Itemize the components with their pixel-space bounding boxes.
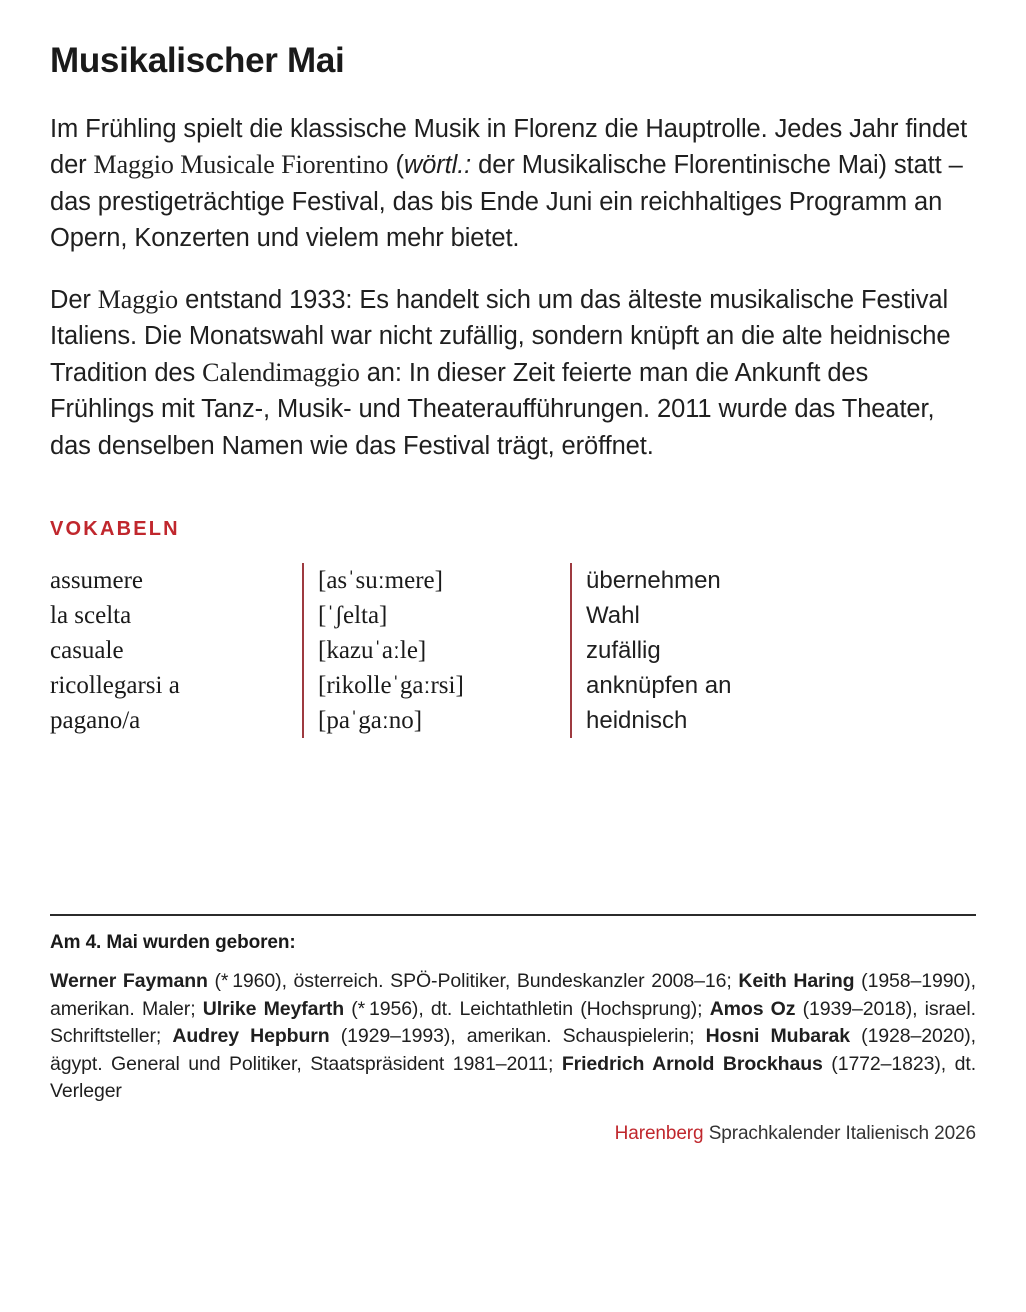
vocab-italian: ricollegarsi a xyxy=(50,672,180,699)
vocab-german: Wahl xyxy=(571,598,810,633)
birthday-person-detail: (1928–2020), ägypt. General und Politiker, Staatspräsident 1981–2011; xyxy=(50,1025,976,1075)
vocab-italian: casuale xyxy=(50,637,124,664)
vocab-german: heidnisch xyxy=(571,703,810,738)
paragraph-text-segment: entstand 1933: Es handelt sich um das älteste musikalische Festival Italiens. Die Monatswahl war nicht zufällig, sondern knüpft an die alte heidnische Tradition des xyxy=(50,285,951,387)
vocab-pronunciation: [rikolleˈgaːrsi] xyxy=(303,668,571,703)
italian-term-maggio-musicale-fiorentino: Maggio Musicale Fiorentino xyxy=(93,150,389,179)
vocab-pronunciation: [kazuˈaːle] xyxy=(303,633,571,668)
birthday-person-name: Audrey Hepburn xyxy=(172,1025,330,1047)
vocabulary-heading: VOKABELN xyxy=(50,518,180,540)
table-row xyxy=(50,563,810,598)
vocabulary-table-body xyxy=(50,563,810,738)
birthdays-heading: Am 4. Mai wurden geboren: xyxy=(50,932,296,953)
vocab-german: übernehmen xyxy=(571,563,810,598)
table-row xyxy=(50,633,810,668)
italian-term-maggio: Maggio xyxy=(97,284,179,314)
paragraph-text-segment: an: In dieser Zeit feierte man die Ankunft des Frühlings mit Tanz-, Musik- und Theateraufführungen. 2011 wurde das Theater, das denselben Namen wie das Festival trägt, eröffnet. xyxy=(50,358,935,460)
birthday-person-detail: (1772–1823), dt. Verleger xyxy=(50,1052,977,1102)
table-row xyxy=(50,703,810,738)
vocab-german: anknüpfen an xyxy=(571,668,810,703)
paragraph-text-segment: Der xyxy=(50,285,98,314)
paragraph-text-segment: Im Frühling spielt die klassische Musik in Florenz die Hauptrolle. Jedes Jahr findet der xyxy=(50,114,968,179)
vocab-pronunciation: [paˈgaːno] xyxy=(303,703,571,738)
page-title: Musikalischer Mai xyxy=(50,41,345,80)
birthday-person-name: Friedrich Arnold Brockhaus xyxy=(561,1052,823,1075)
vocab-pronunciation: [asˈsuːmere] xyxy=(303,563,571,598)
intro-paragraph xyxy=(50,111,976,257)
birthday-person-name: Keith Haring xyxy=(738,970,855,992)
footer-imprint xyxy=(615,1123,976,1145)
publication-title: Sprachkalender Italienisch 2026 xyxy=(703,1123,976,1144)
birthday-person-name: Ulrike Meyfarth xyxy=(202,997,345,1020)
birthdays-section xyxy=(50,914,976,1106)
paragraph-text-segment: ( xyxy=(388,151,404,179)
publisher-brand: Harenberg xyxy=(614,1123,704,1144)
vocab-italian: la scelta xyxy=(50,602,132,629)
birthday-person-detail: (1929–1993), amerikan. Schauspielerin; xyxy=(329,1025,706,1047)
italian-term-calendimaggio: Calendimaggio xyxy=(202,357,360,387)
vocab-italian: pagano/a xyxy=(50,707,141,734)
birthday-person-name: Hosni Mubarak xyxy=(705,1025,850,1047)
vocab-pronunciation: [ˈʃelta] xyxy=(303,598,571,633)
birthdays-list xyxy=(50,954,976,1106)
vocab-german: zufällig xyxy=(571,633,810,668)
table-row xyxy=(50,598,810,633)
history-paragraph xyxy=(50,282,976,465)
vocabulary-table xyxy=(50,563,810,738)
paragraph-text-segment: der Musikalische Florentinische Mai) statt – das prestigeträchtige Festival, das bis Ende Juni ein reichhaltiges Programm an Opern, Konzerten und vielem mehr bietet. xyxy=(50,151,963,252)
birthday-person-detail: (1958–1990), amerikan. Maler; xyxy=(50,970,976,1020)
vocab-italian: assumere xyxy=(50,567,144,594)
birthday-person-detail: (* 1956), dt. Leichtathletin (Hochsprung); xyxy=(344,997,710,1020)
birthday-person-detail: (* 1960), österreich. SPÖ-Politiker, Bundeskanzler 2008–16; xyxy=(207,970,739,992)
table-row xyxy=(50,668,810,703)
literal-translation-label: wörtl.: xyxy=(403,151,472,179)
birthday-person-name: Amos Oz xyxy=(709,997,796,1020)
birthday-person-detail: (1939–2018), israel. Schriftsteller; xyxy=(50,997,976,1047)
birthday-person-name: Werner Faymann xyxy=(50,970,208,992)
